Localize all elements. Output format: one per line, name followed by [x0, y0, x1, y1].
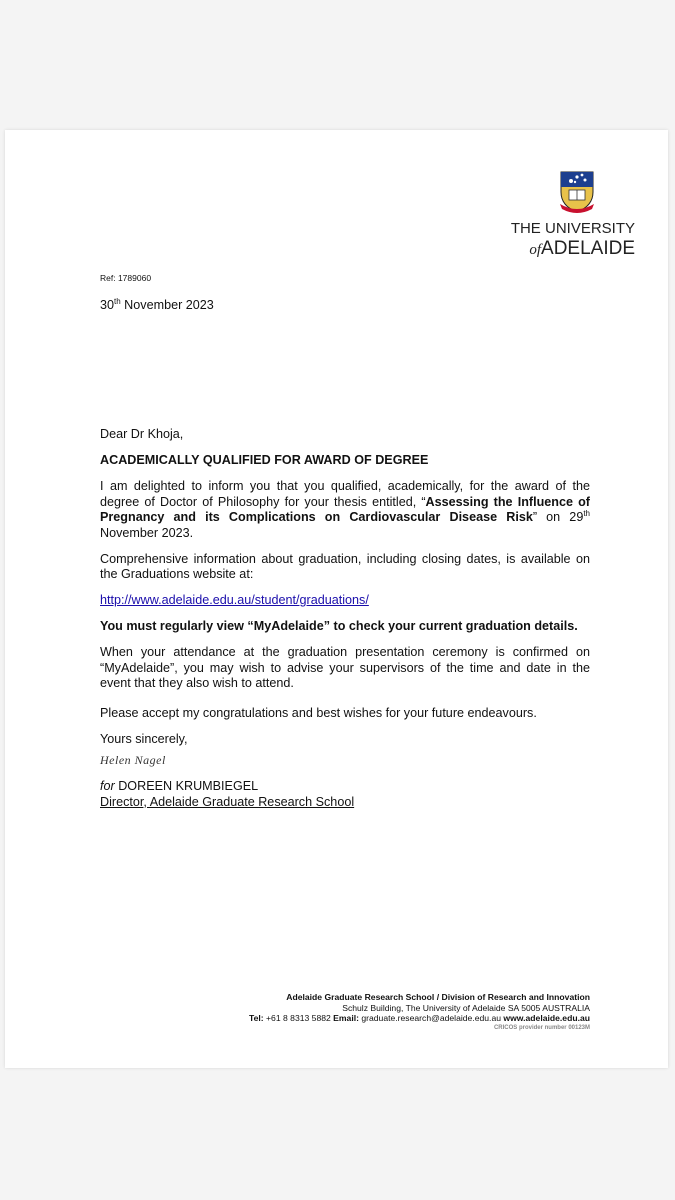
- reference-number: Ref: 1789060: [100, 273, 152, 283]
- signer-name: for DOREEN KRUMBIEGEL: [100, 779, 259, 793]
- letter-date: 30th November 2023: [100, 296, 214, 312]
- footer-address: Schulz Building, The University of Adelaide SA 5005 AUSTRALIA: [342, 1002, 590, 1013]
- paragraph-congratulations: Please accept my congratulations and best wishes for your future endeavours.: [100, 706, 537, 720]
- closing: Yours sincerely,: [100, 732, 188, 746]
- paragraph-graduation-info: Comprehensive information about graduation, including closing dates, is available on the Graduations website at:: [100, 551, 590, 581]
- footer-contact: Tel: +61 8 8313 5882 Email: graduate.research@adelaide.edu.au www.adelaide.edu.au: [249, 1013, 590, 1023]
- footer-department: Adelaide Graduate Research School / Division of Research and Innovation: [286, 992, 590, 1002]
- letter-footer: [249, 992, 590, 1033]
- footer-cricos: CRICOS provider number 00123M: [493, 1024, 590, 1031]
- graduations-link-wrap: [100, 593, 590, 609]
- logo-of: of: [529, 242, 542, 258]
- logo-adelaide: ADELAIDE: [541, 238, 635, 259]
- signer-title: Director, Adelaide Graduate Research School: [100, 794, 355, 809]
- crest: [495, 170, 595, 214]
- letter-heading: ACADEMICALLY QUALIFIED FOR AWARD OF DEGREE: [100, 453, 429, 467]
- letter-page: [5, 130, 668, 1068]
- myadelaide-notice: You must regularly view “MyAdelaide” to check your current graduation details.: [100, 619, 578, 633]
- signature: Helen Nagel: [100, 753, 166, 767]
- logo-text-line1: THE UNIVERSITY: [510, 220, 635, 237]
- graduations-link[interactable]: http://www.adelaide.edu.au/student/graduations/: [100, 593, 369, 607]
- crest-icon: [559, 170, 595, 214]
- salutation: Dear Dr Khoja,: [100, 427, 184, 441]
- logo-text-line2: [495, 238, 635, 261]
- paragraph-qualification: I am delighted to inform you that you qualified, academically, for the award of the degree of Doctor of Philosophy for your thesis entitled, “Assessing the Influence of Pregnancy and its Complications on Cardiovascular Disease Risk” on 29th November 2023.: [100, 479, 590, 540]
- university-logo: [495, 170, 635, 261]
- paragraph-attendance: When your attendance at the graduation presentation ceremony is confirmed on “MyAdelaide”, you may wish to advise your supervisors of the time and date in the event that they also wish to attend.: [100, 645, 590, 690]
- letter-body: [100, 273, 590, 810]
